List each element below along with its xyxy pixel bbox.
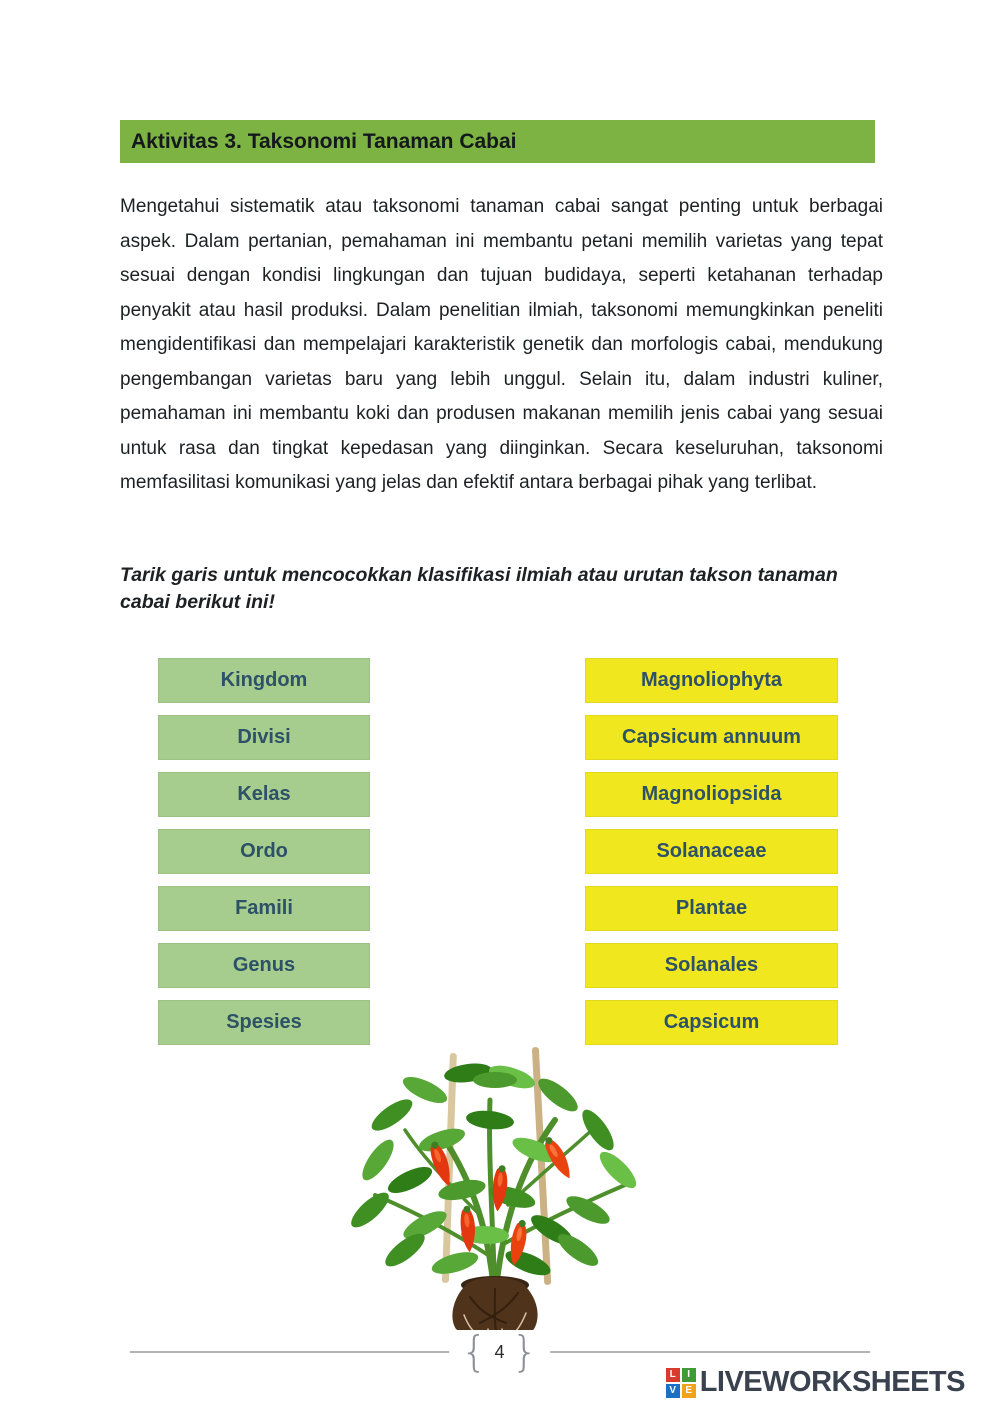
match-box-spesies[interactable]: Spesies <box>158 1000 370 1045</box>
match-box-capsicum[interactable]: Capsicum <box>585 1000 838 1045</box>
chili-plant-svg <box>330 1045 660 1337</box>
chili-plant-image <box>330 1045 660 1337</box>
match-box-ordo[interactable]: Ordo <box>158 829 370 874</box>
liveworksheets-logo <box>666 1366 965 1399</box>
liveworksheets-logo-icon <box>666 1368 696 1398</box>
page-number: 4 <box>494 1341 505 1362</box>
matching-instruction: Tarik garis untuk mencocokkan klasifikasi ilmiah atau urutan takson tanaman cabai berikut ini! <box>120 564 838 613</box>
match-box-divisi[interactable]: Divisi <box>158 715 370 760</box>
taxon-rank-column <box>158 658 370 1057</box>
page-number-brace-right: } <box>511 1327 539 1376</box>
taxon-name-column <box>585 658 838 1057</box>
section-title: Aktivitas 3. Taksonomi Tanaman Cabai <box>131 129 517 153</box>
logo-cell-v: V <box>666 1384 680 1398</box>
match-box-famili[interactable]: Famili <box>158 886 370 931</box>
match-box-magnoliopsida[interactable]: Magnoliopsida <box>585 772 838 817</box>
match-box-magnoliophyta[interactable]: Magnoliophyta <box>585 658 838 703</box>
match-box-kingdom[interactable]: Kingdom <box>158 658 370 703</box>
page-number-brace-left: { <box>460 1327 488 1376</box>
section-header-bar <box>120 120 875 163</box>
liveworksheets-logo-text: LIVEWORKSHEETS <box>699 1366 965 1398</box>
logo-cell-i: I <box>682 1368 696 1382</box>
match-box-solanales[interactable]: Solanales <box>585 943 838 988</box>
logo-cell-l: L <box>666 1368 680 1382</box>
match-box-capsicum-annuum[interactable]: Capsicum annuum <box>585 715 838 760</box>
match-box-plantae[interactable]: Plantae <box>585 886 838 931</box>
match-box-genus[interactable]: Genus <box>158 943 370 988</box>
page-number-block <box>449 1327 550 1376</box>
match-box-solanaceae[interactable]: Solanaceae <box>585 829 838 874</box>
intro-paragraph: Mengetahui sistematik atau taksonomi tanaman cabai sangat penting untuk berbagai aspek. Dalam pertanian, pemahaman ini membantu petani memilih varietas yang tepat sesuai dengan kondisi lingkungan dan tujuan budidaya, seperti ketahanan terhadap penyakit atau hasil produksi. Dalam penelitian ilmiah, taksonomi memungkinkan peneliti mengidentifikasi dan mempelajari karakteristik genetik dan morfologis cabai, mendukung pengembangan varietas baru yang lebih unggul. Selain itu, dalam industri kuliner, pemahaman ini membantu koki dan produsen makanan memilih jenis cabai yang sesuai untuk rasa dan tingkat kepedasan yang diinginkan. Secara keseluruhan, taksonomi memfasilitasi komunikasi yang jelas dan efektif antara berbagai pihak yang terlibat. <box>120 196 883 493</box>
logo-cell-e: E <box>682 1384 696 1398</box>
match-box-kelas[interactable]: Kelas <box>158 772 370 817</box>
